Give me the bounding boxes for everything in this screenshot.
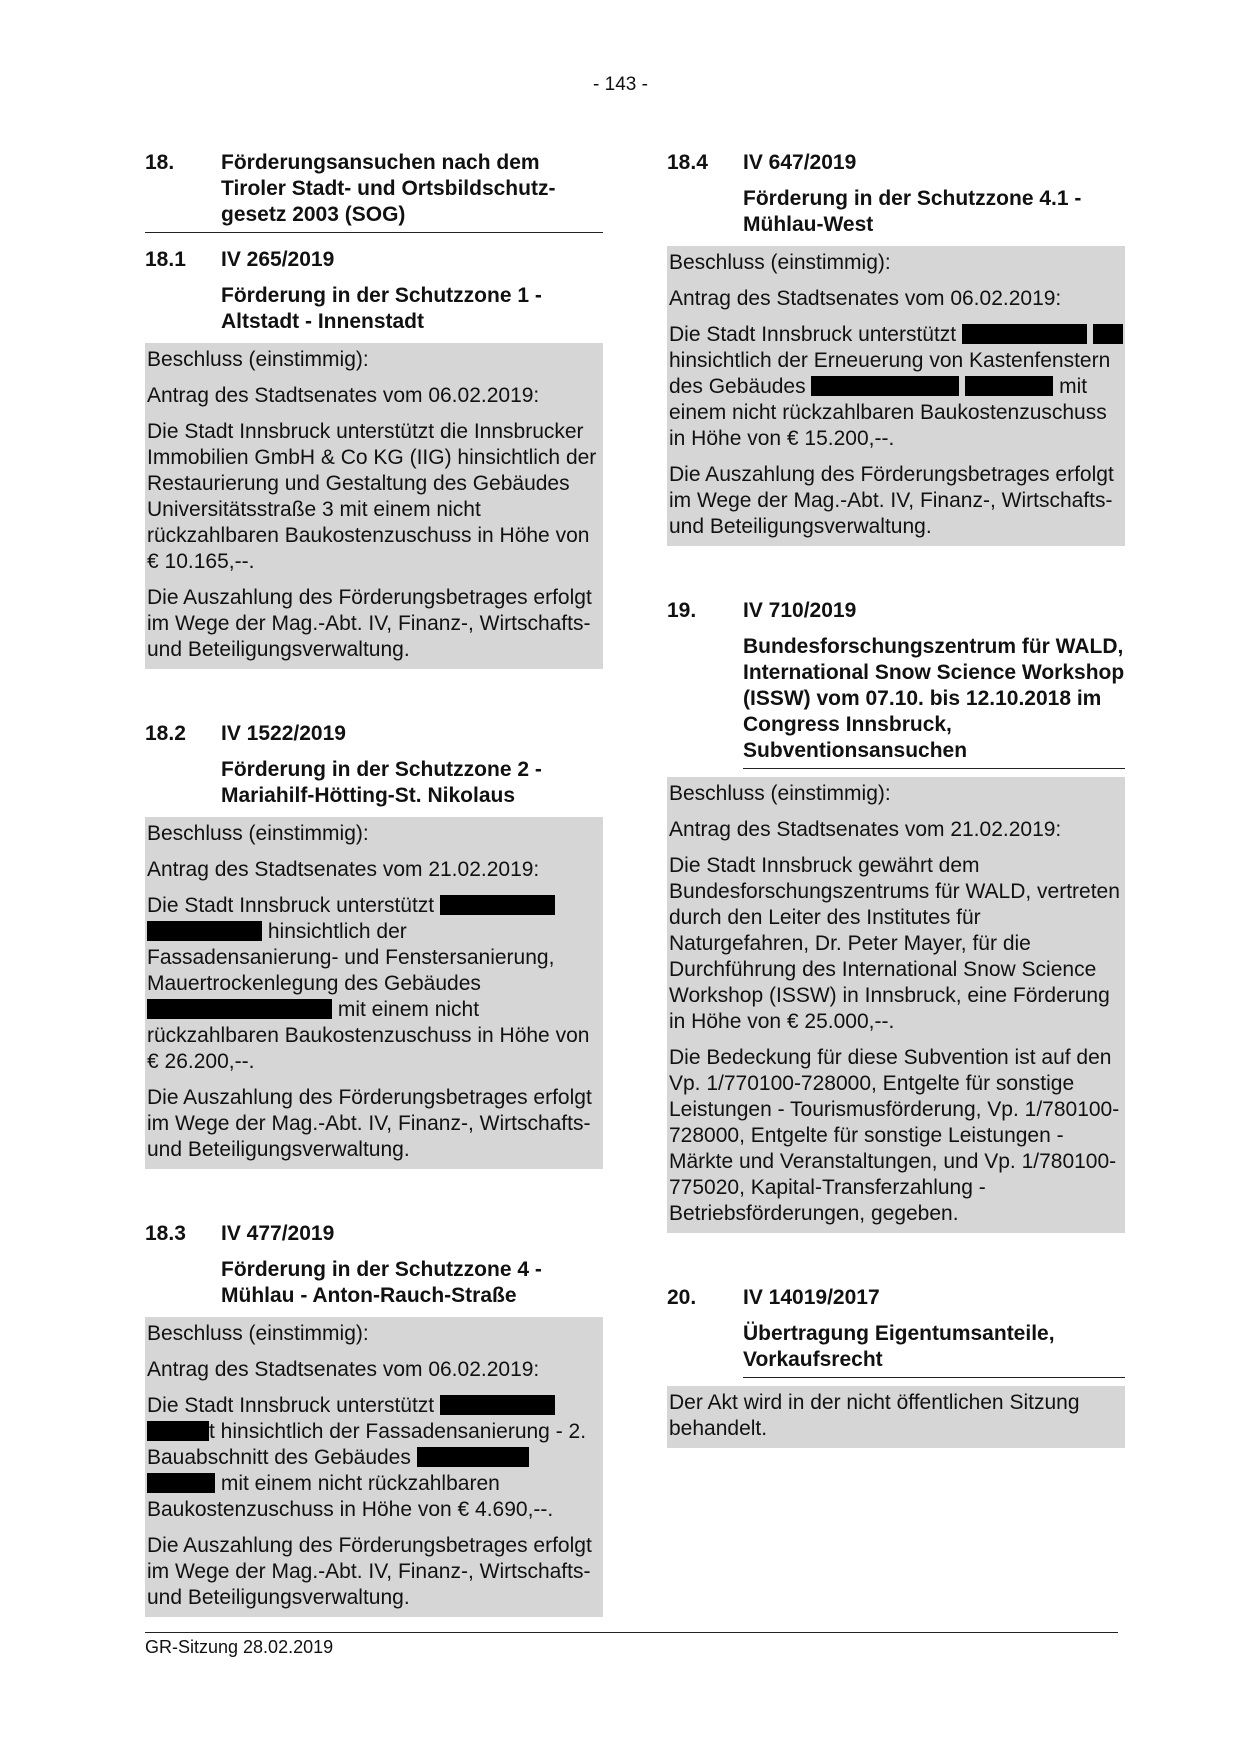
payout-text: Die Auszahlung des Förderungsbetrages erfolgt im Wege der Mag.-Abt. IV, Finanz-, Wirtschafts- und Beteiligungsverwaltung. bbox=[147, 586, 592, 661]
resolution-text-part: hinsichtlich der Erneuerung von Kastenfenstern des Gebäudes bbox=[669, 349, 1111, 398]
item-title: Förderung in der Schutzzone 4.1 - Mühlau-West bbox=[743, 187, 1082, 236]
payout-text: Die Auszahlung des Förderungsbetrages erfolgt im Wege der Mag.-Abt. IV, Finanz-, Wirtschafts- und Beteiligungsverwaltung. bbox=[147, 1534, 592, 1609]
resolution-text: Die Stadt Innsbruck gewährt dem Bundesforschungszentrums für WALD, vertreten durch den Leiter des Institutes für Naturgefahren, Dr. Peter Mayer, für die Durchführung des International Snow Science Workshop (ISSW) in Innsbruck, eine Förderung in Höhe von € 25.000,--. bbox=[669, 854, 1120, 1033]
item-reference: IV 14019/2017 bbox=[743, 1286, 880, 1309]
motion-label: Antrag des Stadtsenates vom 21.02.2019: bbox=[147, 858, 540, 881]
item-heading bbox=[145, 247, 603, 273]
resolution-box bbox=[145, 817, 603, 1169]
section-18-heading bbox=[145, 150, 603, 233]
resolution-box bbox=[667, 246, 1125, 546]
resolution-text-part: hinsichtlich der Fassadensanierung- und Fenstersanierung, Mauertrockenlegung des Gebäudes bbox=[147, 920, 555, 995]
redaction-bar bbox=[1093, 324, 1123, 344]
item-18-1 bbox=[145, 247, 603, 669]
item-heading bbox=[145, 721, 603, 747]
resolution-box bbox=[667, 1386, 1125, 1448]
resolution-text: Die Stadt Innsbruck unterstützt die Innsbrucker Immobilien GmbH & Co KG (IIG) hinsichtlich der Restaurierung und Gestaltung des Gebäudes Universitätsstraße 3 mit einem nicht rückzahlbaren Baukostenzuschuss in Höhe von € 10.165,--. bbox=[147, 420, 597, 573]
redaction-bar bbox=[147, 999, 332, 1019]
item-20 bbox=[667, 1285, 1125, 1448]
motion-label: Antrag des Stadtsenates vom 06.02.2019: bbox=[147, 384, 540, 407]
decision-label: Beschluss (einstimmig): bbox=[147, 1322, 369, 1345]
item-title: Bundesforschungszentrum für WALD, International Snow Science Workshop (ISSW) vom 07.10. bis 12.10.2018 im Congress Innsbruck, Subventionsansuchen bbox=[743, 634, 1125, 769]
resolution-box bbox=[145, 343, 603, 669]
motion-label: Antrag des Stadtsenates vom 21.02.2019: bbox=[669, 818, 1062, 841]
resolution-text-part: mit einem nicht rückzahlbaren Baukostenzuschuss in Höhe von € 4.690,--. bbox=[147, 1472, 554, 1521]
item-number: 20. bbox=[667, 1286, 697, 1309]
item-title: Förderung in der Schutzzone 4 - Mühlau - Anton-Rauch-Straße bbox=[221, 1258, 542, 1307]
redaction-bar bbox=[147, 1473, 215, 1493]
section-title: Förderungsansuchen nach dem Tiroler Stadt- und Ortsbildschutzgesetz 2003 (SOG) bbox=[221, 151, 556, 226]
coverage-text: Die Bedeckung für diese Subvention ist auf den Vp. 1/770100-728000, Entgelte für sonstige Leistungen - Tourismusförderung, Vp. 1/780100-728000, Entgelte für sonstige Leistungen - Märkte und Veranstaltungen, und Vp. 1/780100-775020, Kapital-Transferzahlung - Betriebsförderungen, gegeben. bbox=[669, 1046, 1120, 1225]
page-footer: GR-Sitzung 28.02.2019 bbox=[145, 1632, 1118, 1658]
redaction-bar bbox=[147, 921, 262, 941]
redaction-bar bbox=[962, 324, 1087, 344]
item-18-3 bbox=[145, 1221, 603, 1617]
section-number: 18. bbox=[145, 151, 175, 174]
redaction-bar bbox=[440, 895, 555, 915]
decision-label: Beschluss (einstimmig): bbox=[669, 251, 891, 274]
resolution-text-part: mit einem nicht rückzahlbaren Baukostenzuschuss in Höhe von € 15.200,--. bbox=[669, 375, 1107, 450]
resolution-text-part: mit einem nicht rückzahlbaren Baukostenzuschuss in Höhe von € 26.200,--. bbox=[147, 998, 590, 1073]
item-reference: IV 710/2019 bbox=[743, 599, 857, 622]
item-heading bbox=[667, 598, 1125, 624]
resolution-text bbox=[147, 893, 601, 1075]
resolution-text: Der Akt wird in der nicht öffentlichen Sitzung behandelt. bbox=[669, 1391, 1080, 1440]
item-number: 19. bbox=[667, 599, 697, 622]
decision-label: Beschluss (einstimmig): bbox=[147, 822, 369, 845]
resolution-text-part: Die Stadt Innsbruck unterstützt bbox=[147, 894, 435, 917]
resolution-text bbox=[147, 1393, 601, 1523]
payout-text: Die Auszahlung des Förderungsbetrages erfolgt im Wege der Mag.-Abt. IV, Finanz-, Wirtschafts- und Beteiligungsverwaltung. bbox=[669, 463, 1114, 538]
decision-label: Beschluss (einstimmig): bbox=[147, 348, 369, 371]
item-18-4 bbox=[667, 150, 1125, 546]
resolution-text-part: Die Stadt Innsbruck unterstützt bbox=[669, 323, 957, 346]
redaction-bar bbox=[965, 376, 1053, 396]
item-reference: IV 477/2019 bbox=[221, 1222, 335, 1245]
motion-label: Antrag des Stadtsenates vom 06.02.2019: bbox=[669, 287, 1062, 310]
redaction-bar bbox=[811, 376, 959, 396]
resolution-text bbox=[669, 322, 1123, 452]
resolution-text-part: t hinsichtlich der Fassadensanierung - 2. Bauabschnitt des Gebäudes bbox=[147, 1420, 587, 1469]
item-title: Förderung in der Schutzzone 1 - Altstadt - Innenstadt bbox=[221, 284, 542, 333]
payout-text: Die Auszahlung des Förderungsbetrages erfolgt im Wege der Mag.-Abt. IV, Finanz-, Wirtschafts- und Beteiligungsverwaltung. bbox=[147, 1086, 592, 1161]
redaction-bar bbox=[440, 1395, 555, 1415]
item-heading bbox=[667, 1285, 1125, 1311]
item-title: Förderung in der Schutzzone 2 - Mariahilf-Hötting-St. Nikolaus bbox=[221, 758, 542, 807]
page-number: - 143 - bbox=[593, 74, 648, 95]
resolution-box bbox=[145, 1317, 603, 1617]
resolution-box bbox=[667, 777, 1125, 1233]
resolution-text-part: Die Stadt Innsbruck unterstützt bbox=[147, 1394, 435, 1417]
motion-label: Antrag des Stadtsenates vom 06.02.2019: bbox=[147, 1358, 540, 1381]
decision-label: Beschluss (einstimmig): bbox=[669, 782, 891, 805]
item-number: 18.4 bbox=[667, 151, 708, 174]
item-number: 18.1 bbox=[145, 248, 186, 271]
item-19 bbox=[667, 598, 1125, 1233]
item-heading bbox=[145, 1221, 603, 1247]
redaction-bar bbox=[417, 1447, 529, 1467]
item-18-2 bbox=[145, 721, 603, 1169]
redaction-bar bbox=[147, 1421, 209, 1441]
item-number: 18.3 bbox=[145, 1222, 186, 1245]
item-heading bbox=[667, 150, 1125, 176]
item-reference: IV 1522/2019 bbox=[221, 722, 346, 745]
left-column bbox=[145, 150, 603, 1669]
right-column bbox=[667, 150, 1125, 1500]
item-reference: IV 265/2019 bbox=[221, 248, 335, 271]
item-number: 18.2 bbox=[145, 722, 186, 745]
item-reference: IV 647/2019 bbox=[743, 151, 857, 174]
item-title: Übertragung Eigentumsanteile, Vorkaufsrecht bbox=[743, 1321, 1125, 1378]
